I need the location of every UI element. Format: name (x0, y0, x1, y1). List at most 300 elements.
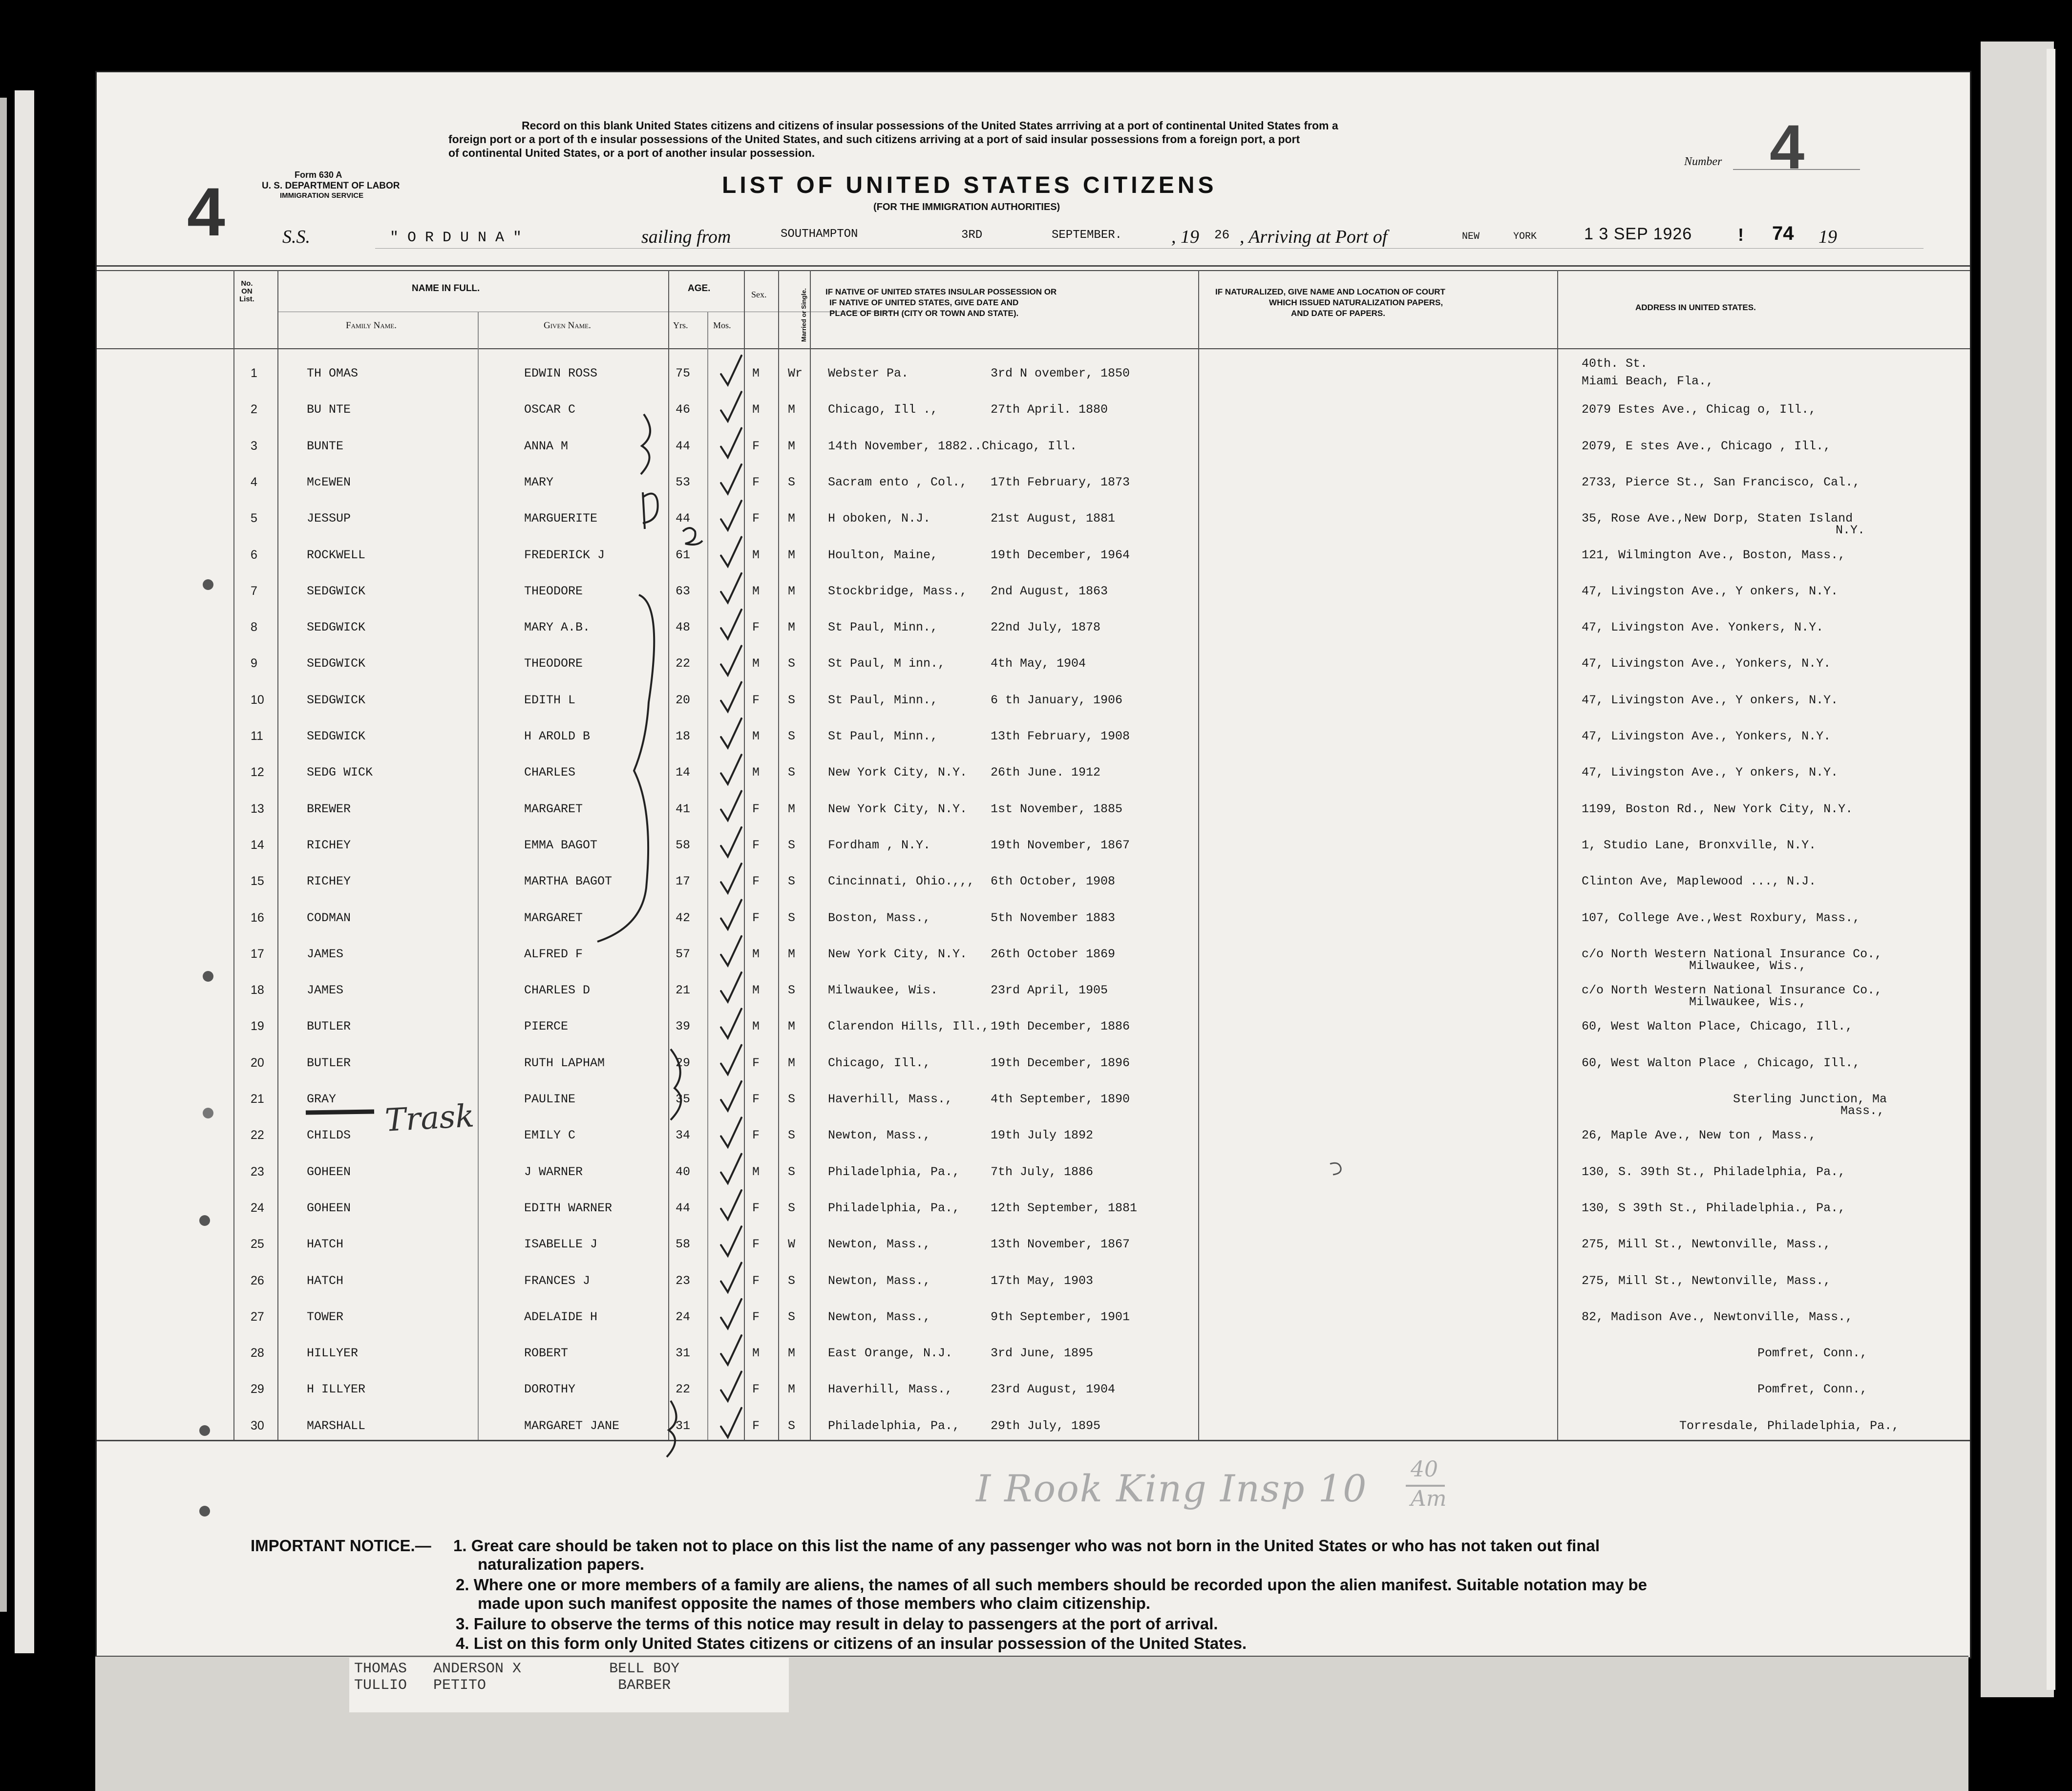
adjacent-page-right-edge (2047, 49, 2055, 1690)
family-name: TH OMAS (307, 366, 359, 380)
check-mark (721, 972, 741, 1002)
address: c/o North Western National Insurance Co., (1582, 947, 1882, 961)
birth-place: New York City, N.Y. (828, 947, 968, 961)
marital-status: S (788, 874, 796, 889)
age-years: 34 (676, 1128, 691, 1143)
page-mark: 4 (187, 173, 225, 250)
address: Pomfret, Conn., (1757, 1346, 1868, 1361)
birth-date: 13th November, 1867 (991, 1237, 1130, 1252)
age-years: 31 (676, 1346, 691, 1361)
sex: M (752, 1019, 760, 1034)
form-number: Form 630 A (295, 170, 342, 180)
marital-status: S (788, 910, 796, 925)
page-title: LIST OF UNITED STATES CITIZENS (722, 172, 1217, 198)
sex: M (752, 983, 760, 998)
age-years: 20 (676, 693, 691, 707)
birth-place: St Paul, Minn., (828, 693, 938, 707)
birth-place: Webster Pa. (828, 366, 909, 380)
sex: F (752, 1382, 760, 1397)
check-mark (721, 1299, 741, 1328)
birth-date: 26th June. 1912 (991, 765, 1101, 780)
given-name: CHARLES (524, 765, 576, 780)
birth-place: Boston, Mass., (828, 910, 931, 925)
header-address: ADDRESS IN UNITED STATES. (1635, 303, 1756, 312)
bracket-butler (671, 1049, 681, 1120)
family-name: SEDGWICK (307, 620, 366, 635)
address: 47, Livingston Ave. Yonkers, N.Y. (1582, 620, 1824, 635)
age-years: 41 (676, 801, 691, 816)
birth-place: East Orange, N.J. (828, 1346, 953, 1361)
birth-place: Philadelphia, Pa., (828, 1164, 960, 1179)
header-given-name: Given Name. (544, 320, 591, 331)
row-number: 7 (251, 584, 257, 598)
given-name: EMMA BAGOT (524, 838, 598, 852)
arrival-port-a: NEW (1462, 231, 1480, 242)
age-years: 63 (676, 584, 691, 598)
marital-status: Wr (788, 366, 803, 380)
given-name: THEODORE (524, 584, 583, 598)
age-years: 23 (676, 1273, 691, 1288)
birth-place: Houlton, Maine, (828, 548, 938, 562)
age-years: 58 (676, 1237, 691, 1252)
birth-place: Haverhill, Mass., (828, 1382, 953, 1397)
address: 47, Livingston Ave., Y onkers, N.Y. (1582, 693, 1839, 707)
page-number-stamp: 74 (1772, 223, 1794, 244)
check-mark (721, 791, 741, 821)
address: 2079 Estes Ave., Chicag o, Ill., (1582, 402, 1817, 417)
birth-place: New York City, N.Y. (828, 801, 968, 816)
row-number: 14 (251, 838, 264, 852)
birth-date: 19th December, 1964 (991, 548, 1130, 562)
given-name: CHARLES D (524, 983, 591, 998)
age-years: 44 (676, 1201, 691, 1215)
notice-label: IMPORTANT NOTICE.— (251, 1537, 431, 1555)
birth-date: 6th October, 1908 (991, 874, 1116, 889)
check-mark (721, 1081, 741, 1111)
arrival-port-b: YORK (1513, 231, 1537, 242)
marital-status: S (788, 983, 796, 998)
row-number: 23 (251, 1164, 264, 1179)
bracket-sedgwick-family (597, 595, 654, 942)
age-years: 42 (676, 910, 691, 925)
age-years: 22 (676, 656, 691, 671)
header-sex: Sex. (751, 290, 767, 299)
birth-date: 3rd N ovember, 1850 (991, 366, 1130, 380)
family-name: RICHEY (307, 874, 351, 889)
sex: F (752, 620, 760, 635)
marital-status: M (788, 1055, 796, 1070)
address: 82, Madison Ave., Newtonville, Mass., (1582, 1309, 1853, 1324)
check-mark (721, 936, 741, 966)
underlying-line-2: TULLIO PETITO BARBER (354, 1677, 671, 1694)
marital-status: S (788, 1418, 796, 1433)
check-mark (721, 1408, 741, 1437)
age-years: 22 (676, 1382, 691, 1397)
row-number: 2 (251, 402, 257, 417)
row-number: 6 (251, 548, 257, 562)
signature-time-top: 40 (1411, 1457, 1438, 1482)
check-mark (721, 682, 741, 712)
family-name: HILLYER (307, 1346, 359, 1361)
marital-status: S (788, 1128, 796, 1143)
age-years: 58 (676, 838, 691, 852)
birth-date: 17th February, 1873 (991, 475, 1130, 489)
marital-status: S (788, 838, 796, 852)
row-number: 26 (251, 1273, 264, 1287)
marital-status: S (788, 693, 796, 707)
birth-place: H oboken, N.J. (828, 511, 931, 526)
strike-through-gray (306, 1112, 374, 1113)
header-mos: Mos. (713, 320, 731, 330)
row-number: 24 (251, 1201, 264, 1215)
sex: M (752, 402, 760, 417)
instructions-line-2: foreign port or a port of th e insular possessions of the United States, and such citizens arriving at a port of said insular possessions from a foreign port, a port (448, 133, 1300, 146)
birth-place: Clarendon Hills, Ill., (828, 1019, 990, 1034)
birth-place: Stockbridge, Mass., (828, 584, 968, 598)
adjacent-page-left (15, 90, 34, 1653)
sex: M (752, 729, 760, 743)
address-line-2: Mass., (1840, 1104, 1885, 1118)
signature-time-bottom: Am (1411, 1486, 1447, 1511)
given-name: H AROLD B (524, 729, 591, 743)
underlying-line-1: THOMAS ANDERSON X BELL BOY (354, 1661, 680, 1677)
given-name: MARGARET (524, 910, 583, 925)
sex: F (752, 1055, 760, 1070)
punch-hole (199, 1215, 210, 1226)
handwritten-trask: Trask (384, 1098, 475, 1139)
initial-e-mark (683, 528, 702, 545)
family-name: GRAY (307, 1092, 337, 1106)
age-years: 17 (676, 874, 691, 889)
birth-date: 19th December, 1896 (991, 1055, 1130, 1070)
marital-status: W (788, 1237, 796, 1252)
row-number: 5 (251, 511, 257, 526)
stamp-mark: ! (1738, 225, 1744, 245)
birth-date: 19th November, 1867 (991, 838, 1130, 852)
sex: F (752, 1309, 760, 1324)
notice-item-1-cont: naturalization papers. (478, 1555, 645, 1573)
age-years: 29 (676, 1055, 691, 1070)
sex: M (752, 765, 760, 780)
service-label: IMMIGRATION SERVICE (280, 191, 364, 200)
check-marks (721, 356, 741, 1437)
header-birth-line-1: IF NATIVE OF UNITED STATES INSULAR POSSESSION OR (825, 287, 1057, 296)
sex: F (752, 1092, 760, 1106)
header-married-or-single: Married or Single. (800, 288, 807, 342)
check-mark (721, 1335, 741, 1365)
age-years: 39 (676, 1019, 691, 1034)
family-name: SEDGWICK (307, 729, 366, 743)
given-name: EDWIN ROSS (524, 366, 598, 380)
notice-item-1: 1. Great care should be taken not to place on this list the name of any passenger who was not born in the United States or who has not taken out final (453, 1537, 1600, 1555)
birth-place: Philadelphia, Pa., (828, 1418, 960, 1433)
family-name: BUTLER (307, 1019, 351, 1034)
address: 26, Maple Ave., New ton , Mass., (1582, 1128, 1817, 1143)
row-number: 29 (251, 1382, 264, 1396)
given-name: ISABELLE J (524, 1237, 598, 1252)
given-name: MARTHA BAGOT (524, 874, 613, 889)
birth-date: 23rd August, 1904 (991, 1382, 1116, 1397)
birth-date: 21st August, 1881 (991, 511, 1116, 526)
marital-status: M (788, 1019, 796, 1034)
row-number: 28 (251, 1346, 264, 1360)
birth-date: 4th May, 1904 (991, 656, 1086, 671)
birth-date: 27th April. 1880 (991, 402, 1108, 417)
row-number: 10 (251, 693, 264, 707)
sex: F (752, 693, 760, 707)
family-name: ROCKWELL (307, 548, 366, 562)
sex: F (752, 511, 760, 526)
age-years: 44 (676, 439, 691, 453)
marital-status: M (788, 1346, 796, 1361)
family-name: JAMES (307, 947, 344, 961)
address: 275, Mill St., Newtonville, Mass., (1582, 1273, 1831, 1288)
address: 1, Studio Lane, Bronxville, N.Y. (1582, 838, 1817, 852)
handwritten-marks (97, 72, 1970, 1657)
check-mark (721, 718, 741, 748)
check-mark (721, 392, 741, 421)
given-name: ADELAIDE H (524, 1309, 598, 1324)
family-name: TOWER (307, 1309, 344, 1324)
age-years: 24 (676, 1309, 691, 1324)
birth-date: 4th September, 1890 (991, 1092, 1130, 1106)
marital-status: M (788, 402, 796, 417)
address: Torresdale, Philadelphia, Pa., (1679, 1418, 1900, 1433)
department-label: U. S. DEPARTMENT OF LABOR (262, 181, 400, 191)
address: 107, College Ave.,West Roxbury, Mass., (1582, 910, 1861, 925)
age-years: 61 (676, 548, 691, 562)
birth-date: 13th February, 1908 (991, 729, 1130, 743)
birth-date: 29th July, 1895 (991, 1418, 1101, 1433)
sex: M (752, 366, 760, 380)
address-line-2: Milwaukee, Wis., (1689, 995, 1807, 1010)
underlying-page-text (349, 1658, 789, 1712)
check-mark (721, 501, 741, 530)
family-name: RICHEY (307, 838, 351, 852)
age-years: 75 (676, 366, 691, 380)
sex: F (752, 1128, 760, 1143)
number-label: Number (1684, 155, 1722, 168)
row-number: 19 (251, 1019, 264, 1033)
notice-item-4: 4. List on this form only United States citizens or citizens of an insular possession of the United States. (456, 1634, 1247, 1652)
row-number: 13 (251, 801, 264, 816)
birth-place: 14th November, 1882..Chicago, Ill. (828, 439, 1078, 453)
sex: M (752, 947, 760, 961)
birth-place: Sacram ento , Col., (828, 475, 968, 489)
address: 60, West Walton Place , Chicago, Ill., (1582, 1055, 1861, 1070)
address: 275, Mill St., Newtonville, Mass., (1582, 1237, 1831, 1252)
birth-place: Newton, Mass., (828, 1273, 931, 1288)
address: Pomfret, Conn., (1757, 1382, 1868, 1397)
age-years: 31 (676, 1418, 691, 1433)
check-mark (721, 1263, 741, 1292)
check-mark (721, 900, 741, 929)
check-mark (721, 573, 741, 603)
header-name-in-full: NAME IN FULL. (412, 283, 480, 294)
sex: M (752, 584, 760, 598)
address-line-2: Milwaukee, Wis., (1689, 958, 1807, 973)
sex: F (752, 439, 760, 453)
birth-date: 5th November 1883 (991, 910, 1116, 925)
given-name: THEODORE (524, 656, 583, 671)
given-name: FREDERICK J (524, 548, 605, 562)
birth-place: Chicago, Ill ., (828, 402, 938, 417)
marital-status: S (788, 1092, 796, 1106)
marital-status: S (788, 1164, 796, 1179)
marital-status: M (788, 548, 796, 562)
birth-date: 9th September, 1901 (991, 1309, 1130, 1324)
given-name: MARGUERITE (524, 511, 598, 526)
address: 47, Livingston Ave., Yonkers, N.Y. (1582, 656, 1831, 671)
address: 130, S 39th St., Philadelphia., Pa., (1582, 1201, 1846, 1215)
family-name: BUNTE (307, 439, 344, 453)
notice-item-2: 2. Where one or more members of a family are aliens, the names of all such members should be recorded upon the alien manifest. Suitable notation may be (456, 1576, 1647, 1594)
family-name: HATCH (307, 1273, 344, 1288)
header-no-on-list: No. ON List. (239, 279, 254, 303)
check-mark (721, 1371, 741, 1401)
arrival-date-stamp: 1 3 SEP 1926 (1584, 225, 1692, 243)
sex: F (752, 1418, 760, 1433)
punch-hole (199, 1425, 210, 1436)
marital-status: S (788, 729, 796, 743)
bracket-hillyer (667, 1401, 677, 1457)
check-mark (721, 1117, 741, 1147)
row-number: 18 (251, 983, 264, 997)
adjacent-page-right (1981, 42, 2054, 1697)
birth-date: 22nd July, 1878 (991, 620, 1101, 635)
given-name: MARGARET (524, 801, 583, 816)
sex: F (752, 1201, 760, 1215)
bracket-bunte (641, 414, 650, 474)
birth-date: 17th May, 1903 (991, 1273, 1094, 1288)
family-name: SEDGWICK (307, 693, 366, 707)
punch-hole (199, 1506, 210, 1517)
page-subtitle: (FOR THE IMMIGRATION AUTHORITIES) (873, 202, 1060, 212)
row-number: 1 (251, 366, 257, 380)
year-suffix: 26 (1214, 228, 1230, 242)
marital-status: M (788, 947, 796, 961)
birth-place: St Paul, M inn., (828, 656, 946, 671)
inspector-signature: I Rook King Insp 10 (976, 1467, 1368, 1510)
family-name: SEDGWICK (307, 656, 366, 671)
age-years: 53 (676, 475, 691, 489)
header-naturalized-line-3: AND DATE OF PAPERS. (1291, 309, 1385, 318)
sex: M (752, 1346, 760, 1361)
ship-name: " O R D U N A " (390, 230, 522, 246)
address: 47, Livingston Ave., Y onkers, N.Y. (1582, 584, 1839, 598)
marital-status: M (788, 439, 796, 453)
check-mark (721, 1226, 741, 1256)
year-2: 19 (1818, 227, 1837, 247)
birth-place: Cincinnati, Ohio.,,, (828, 874, 975, 889)
birth-place: New York City, N.Y. (828, 765, 968, 780)
notice-item-2-cont: made upon such manifest opposite the names of those members who claim citizenship. (478, 1594, 1151, 1612)
family-name: CHILDS (307, 1128, 351, 1143)
check-mark (721, 537, 741, 567)
check-mark (721, 827, 741, 857)
age-years: 35 (676, 1092, 691, 1106)
header-family-name: Family Name. (346, 320, 397, 331)
birth-place: Fordham , N.Y. (828, 838, 931, 852)
family-name: SEDGWICK (307, 584, 366, 598)
sex: M (752, 1164, 760, 1179)
family-name: SEDG WICK (307, 765, 373, 780)
address: 47, Livingston Ave., Y onkers, N.Y. (1582, 765, 1839, 780)
birth-place: Newton, Mass., (828, 1237, 931, 1252)
age-years: 48 (676, 620, 691, 635)
address: 40th. St. (1582, 357, 1648, 371)
check-mark (721, 755, 741, 784)
row-number: 21 (251, 1092, 264, 1106)
sex: F (752, 838, 760, 852)
given-name: EDITH WARNER (524, 1201, 613, 1215)
initial-b-mark (643, 492, 658, 529)
check-mark (721, 864, 741, 893)
birth-date: 23rd April, 1905 (991, 983, 1108, 998)
check-mark (721, 646, 741, 675)
check-mark (721, 464, 741, 494)
address: 47, Livingston Ave., Yonkers, N.Y. (1582, 729, 1831, 743)
birth-place: St Paul, Minn., (828, 620, 938, 635)
marital-status: M (788, 620, 796, 635)
address: 60, West Walton Place, Chicago, Ill., (1582, 1019, 1853, 1034)
sex: M (752, 656, 760, 671)
age-years: 57 (676, 947, 691, 961)
notice-item-3: 3. Failure to observe the terms of this notice may result in delay to passengers at the port of arrival. (456, 1615, 1218, 1633)
row-number: 9 (251, 656, 257, 671)
sex: F (752, 910, 760, 925)
sheet-number: 4 (1770, 112, 1805, 182)
age-years: 21 (676, 983, 691, 998)
address: 1199, Boston Rd., New York City, N.Y. (1582, 801, 1853, 816)
given-name: J WARNER (524, 1164, 583, 1179)
birth-date: 1st November, 1885 (991, 801, 1123, 816)
age-years: 14 (676, 765, 691, 780)
instructions-line-3: of continental United States, or a port of another insular possession. (448, 147, 815, 159)
sex: F (752, 874, 760, 889)
row-number: 20 (251, 1055, 264, 1070)
marital-status: S (788, 1201, 796, 1215)
ss-label: S.S. (282, 227, 310, 247)
address: 2733, Pierce St., San Francisco, Cal., (1582, 475, 1861, 489)
binding-edge (0, 98, 7, 1612)
birth-date: 12th September, 1881 (991, 1201, 1138, 1215)
header-naturalized-line-2: WHICH ISSUED NATURALIZATION PAPERS, (1269, 298, 1443, 307)
given-name: EDITH L (524, 693, 576, 707)
birth-place: Philadelphia, Pa., (828, 1201, 960, 1215)
age-years: 18 (676, 729, 691, 743)
birth-place: Newton, Mass., (828, 1128, 931, 1143)
given-name: RUTH LAPHAM (524, 1055, 605, 1070)
punch-hole (203, 579, 213, 590)
row-number: 27 (251, 1309, 264, 1324)
birth-date: 3rd June, 1895 (991, 1346, 1094, 1361)
marital-status: M (788, 1382, 796, 1397)
age-years: 46 (676, 402, 691, 417)
given-name: ALFRED F (524, 947, 583, 961)
header-birth-line-2: IF NATIVE OF UNITED STATES, GIVE DATE AND (829, 298, 1019, 307)
row-number: 4 (251, 475, 257, 489)
given-name: ANNA M (524, 439, 569, 453)
check-mark (721, 610, 741, 639)
birth-place: Milwaukee, Wis. (828, 983, 938, 998)
row-number: 16 (251, 910, 264, 925)
family-name: HATCH (307, 1237, 344, 1252)
birth-place: Newton, Mass., (828, 1309, 931, 1324)
year-prefix: , 19 (1171, 227, 1199, 247)
family-name: MARSHALL (307, 1418, 366, 1433)
family-name: JAMES (307, 983, 344, 998)
